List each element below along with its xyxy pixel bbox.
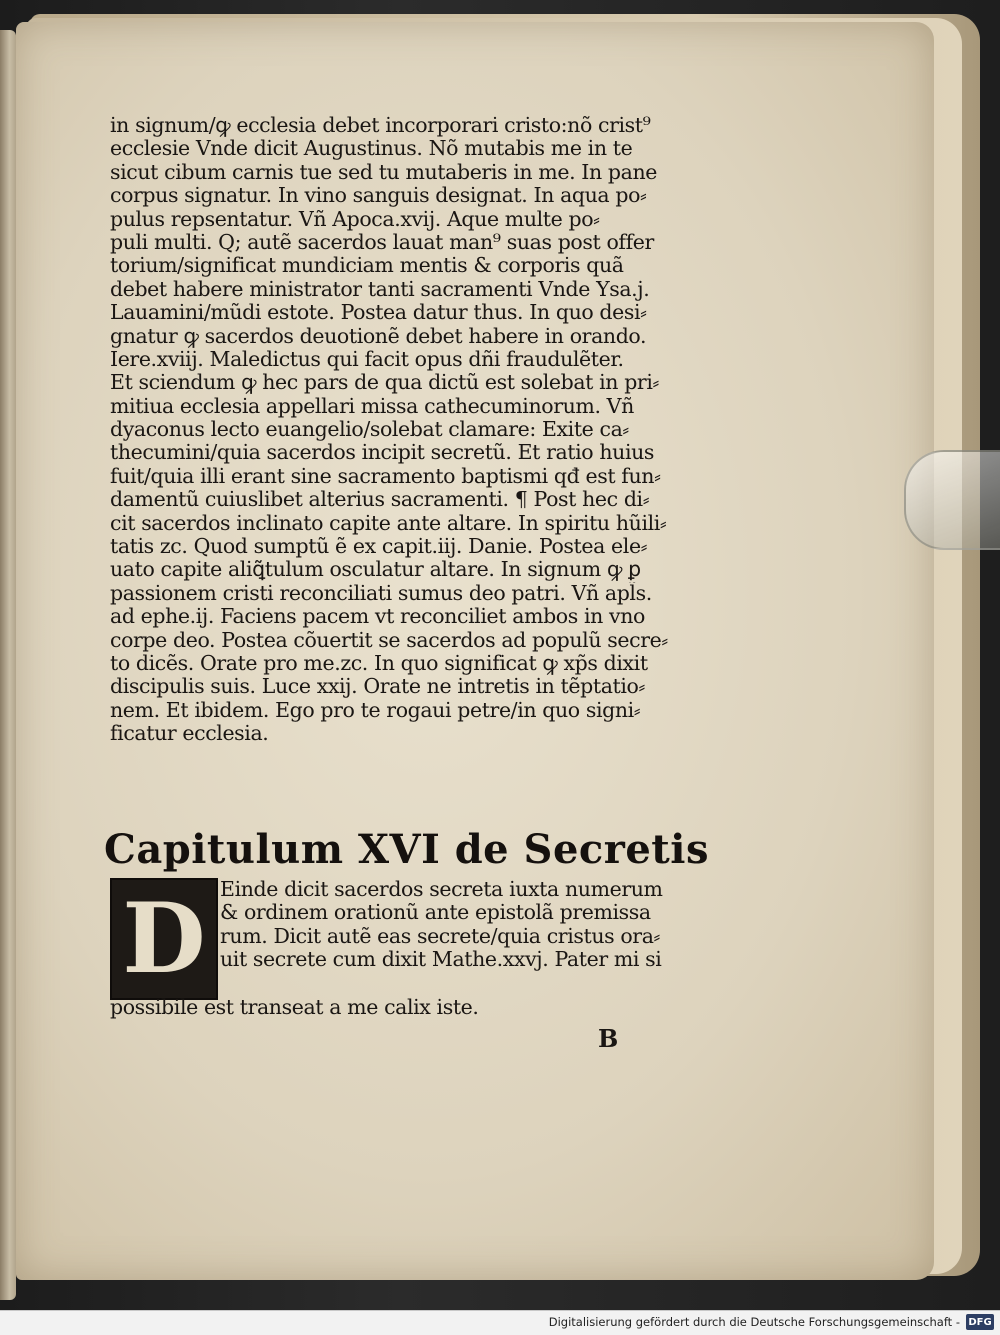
text-line: thecumini/quia sacerdos incipit secretũ. Et ratio huius xyxy=(110,441,655,465)
text-line: ecclesie Vnde dicit Augustinus. Nõ mutabis me in te xyxy=(110,137,633,161)
text-line: Iere.xviij. Maledictus qui facit opus dñi fraudulẽter. xyxy=(110,347,624,371)
text-line: rum. Dicit autẽ eas secrete/quia cristus ora⸗ xyxy=(220,924,660,948)
footer-credit: Digitalisierung gefördert durch die Deutsche Forschungsgemeinschaft - xyxy=(548,1315,960,1329)
text-line: Et sciendum ꝙ hec pars de qua dictũ est solebat in pri⸗ xyxy=(110,371,659,395)
text-line: discipulis suis. Luce xxij. Orate ne intretis in tẽptatio⸗ xyxy=(110,675,645,699)
text-line: passionem cristi reconciliati sumus deo patri. Vñ apl̃s. xyxy=(110,581,652,605)
text-line: in signum/ꝙ ecclesia debet incorporari cristo:nõ crist⁹ xyxy=(110,114,651,137)
text-line: tatis zc. Quod sumptũ ẽ ex capit.iij. Danie. Postea ele⸗ xyxy=(110,535,648,559)
chapter-heading: Capitulum XVI de Secretis xyxy=(104,826,709,873)
text-line: & ordinem orationũ ante epistolã premissa xyxy=(220,901,651,925)
text-line: debet habere ministrator tanti sacramenti Vnde Ysa.j. xyxy=(110,277,650,301)
body-text xyxy=(110,114,690,746)
initial-letter: D xyxy=(122,882,206,995)
left-page-edge xyxy=(0,30,16,1300)
text-line: Einde dicit sacerdos secreta iuxta numerum xyxy=(220,878,663,901)
page-clip xyxy=(904,450,1000,550)
text-line: Lauamini/mũdi estote. Postea datur thus. In quo desi⸗ xyxy=(110,301,647,325)
final-line: possibile est transeat a me calix iste. xyxy=(110,995,479,1019)
footer-bar xyxy=(0,1310,1000,1335)
text-line: damentũ cuiuslibet alterius sacramenti. ¶ Post hec di⸗ xyxy=(110,488,650,512)
text-line: to dicẽs. Orate pro me.zc. In quo significat ꝙ xp̃s dixit xyxy=(110,651,648,675)
text-line: gnatur ꝙ sacerdos deuotionẽ debet habere in orando. xyxy=(110,324,647,348)
text-line: pulus repsentatur. Vñ Apoca.xvij. Aque multe po⸗ xyxy=(110,207,600,231)
text-line: mitiua ecclesia appellari missa cathecuminorum. Vñ xyxy=(110,394,634,418)
text-line: torium/significat mundiciam mentis & corporis quã xyxy=(110,254,624,278)
initial-paragraph xyxy=(220,878,690,972)
text-line: corpe deo. Postea cõuertit se sacerdos ad populũ secre⸗ xyxy=(110,628,668,652)
text-line: cit sacerdos inclinato capite ante altare. In spiritu hũili⸗ xyxy=(110,511,667,535)
text-line: uit secrete cum dixit Mathe.xxvj. Pater mi si xyxy=(220,948,662,972)
text-line: fuit/quia illi erant sine sacramento baptismi qđ est fun⸗ xyxy=(110,464,661,488)
text-line: sicut cibum carnis tue sed tu mutaberis in me. In pane xyxy=(110,160,657,184)
text-line: uato capite aliꝗ̃tulum osculatur altare. In signum ꝙ ꝑ xyxy=(110,558,641,582)
decorated-initial xyxy=(110,878,218,1000)
text-line: dyaconus lecto euangelio/solebat clamare: Exite ca⸗ xyxy=(110,418,629,442)
text-line: nem. Et ibidem. Ego pro te rogaui petre/in quo signi⸗ xyxy=(110,698,641,722)
dfg-logo: DFG xyxy=(966,1314,994,1330)
text-line: ad ephe.ij. Faciens pacem vt reconciliet ambos in vno xyxy=(110,605,645,629)
text-line: puli multi. Q; autẽ sacerdos lauat man⁹ suas post offer xyxy=(110,230,654,254)
text-line: corpus signatur. In vino sanguis designat. In aqua po⸗ xyxy=(110,184,647,208)
signature-mark: B xyxy=(598,1024,619,1053)
text-line: ficatur ecclesia. xyxy=(110,722,269,746)
